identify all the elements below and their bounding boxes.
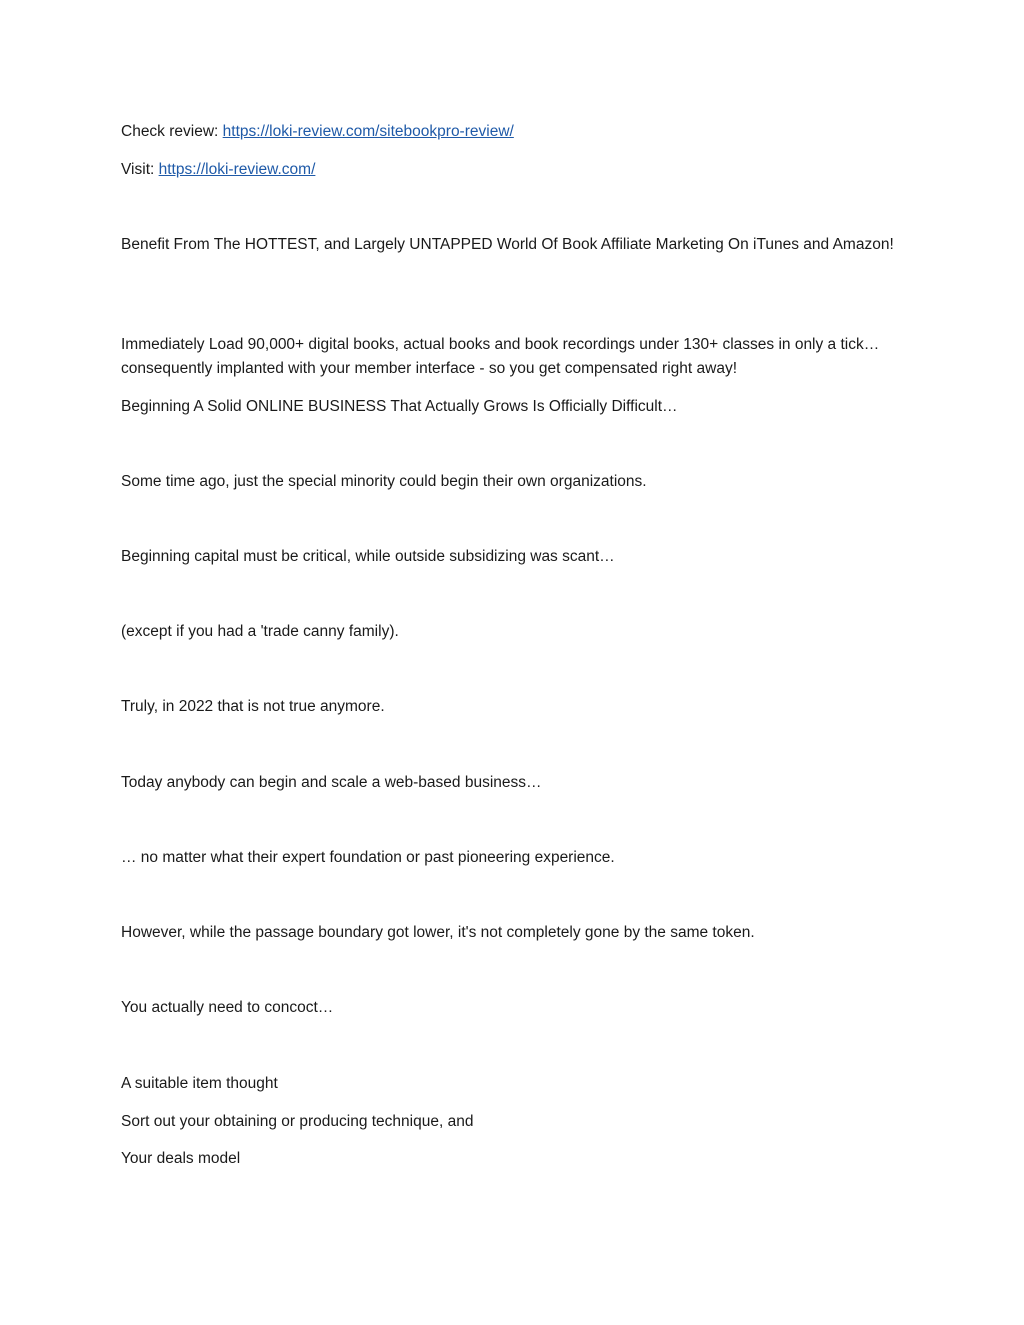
- visit-label: Visit:: [121, 161, 159, 178]
- paragraph-benefit: Benefit From The HOTTEST, and Largely UNTAPPED World Of Book Affiliate Marketing On iTunes and Amazon!: [121, 236, 894, 253]
- paragraph-beginning-business: Beginning A Solid ONLINE BUSINESS That Actually Grows Is Officially Difficult…: [121, 398, 678, 415]
- check-review-line: [121, 120, 901, 144]
- visit-link[interactable]: https://loki-review.com/: [158, 161, 316, 178]
- paragraph-today: Today anybody can begin and scale a web-based business…: [121, 774, 542, 791]
- paragraph-sort-out: Sort out your obtaining or producing technique, and: [121, 1113, 474, 1130]
- paragraph-deals-model: Your deals model: [121, 1150, 241, 1167]
- paragraph-beginning-capital: Beginning capital must be critical, while outside subsidizing was scant…: [121, 548, 615, 565]
- paragraph-some-time-ago: Some time ago, just the special minority could begin their own organizations.: [121, 473, 647, 490]
- paragraph-except: (except if you had a 'trade canny family).: [121, 623, 399, 640]
- paragraph-you-need: You actually need to concoct…: [121, 999, 334, 1016]
- check-review-label: Check review:: [121, 123, 223, 140]
- visit-line: [121, 158, 901, 182]
- paragraph-suitable-item: A suitable item thought: [121, 1075, 278, 1092]
- check-review-link[interactable]: https://loki-review.com/sitebookpro-review/: [222, 123, 514, 140]
- paragraph-however: However, while the passage boundary got lower, it's not completely gone by the same token.: [121, 924, 755, 941]
- paragraph-no-matter: … no matter what their expert foundation or past pioneering experience.: [121, 849, 615, 866]
- paragraph-truly: Truly, in 2022 that is not true anymore.: [121, 698, 385, 715]
- paragraph-immediately-load: Immediately Load 90,000+ digital books, actual books and book recordings under 130+ classes in only a tick… consequently implanted with your member interface - so you get compensated right away!: [121, 336, 880, 377]
